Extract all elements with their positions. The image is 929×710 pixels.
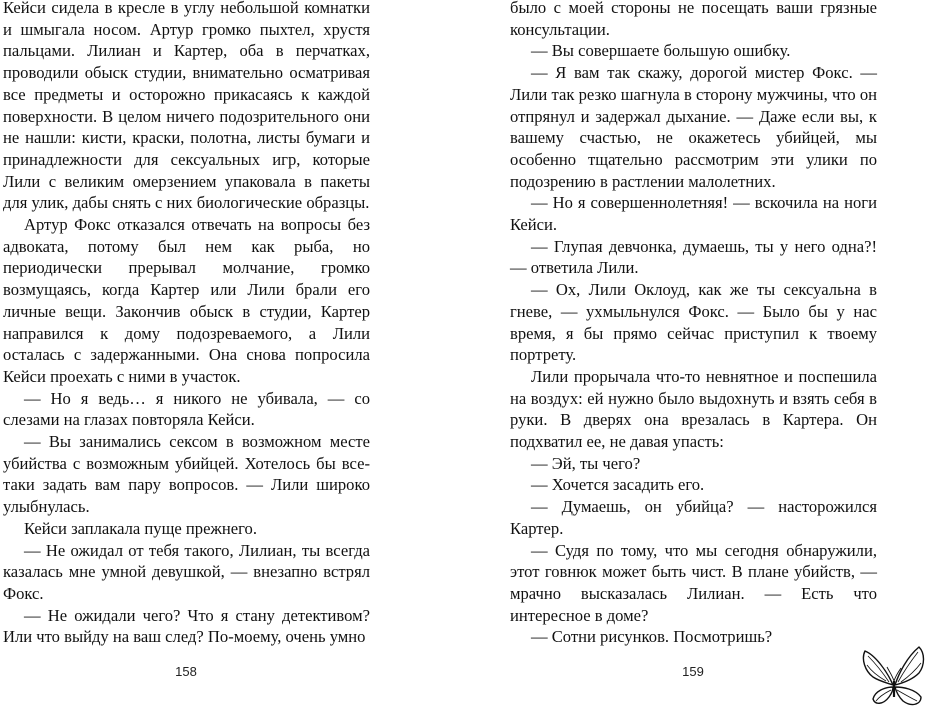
paragraph: — Не ожидал от тебя такого, Лилиан, ты всегда казалась мне умной девушкой, — внезапно встрял Фокс. <box>3 540 370 603</box>
paragraph: — Судя по тому, что мы сегодня обнаружили, этот говнюк может быть чист. В плане убийств, — мрачно высказалась Лилиан. — Есть что интересное в доме? <box>510 540 877 625</box>
paragraph: — Хочется засадить его. <box>531 475 705 495</box>
paragraph: — Не ожидали чего? Что я стану детективом? Или что выйду на ваш след? По-моему, очень умно <box>3 605 370 647</box>
paragraph: — Ох, Лили Оклоуд, как же ты сексуальна в гневе, — ухмыльнулся Фокс. — Было бы у нас время, я бы прямо сейчас приступил к твоему портрету. <box>510 280 877 365</box>
paragraph: — Вы совершаете большую ошибку. <box>531 41 791 61</box>
paragraph: — Вы занимались сексом в возможном месте убийства с возможным убийцей. Хотелось бы все-таки задать вам пару вопросов. — Лили широко улыбнулась. <box>3 432 370 517</box>
paragraph: — Но я совершеннолетняя! — вскочила на ноги Кейси. <box>510 193 877 235</box>
paragraph: — Но я ведь… я никого не убивала, — со слезами на глазах повторяла Кейси. <box>3 388 370 430</box>
paragraph: Лили прорычала что-то невнятное и поспешила на воздух: ей нужно было выдохнуть и взять себя в руки. В дверях она врезалась в Картера. Он подхватил ее, не давая упасть: <box>510 366 877 452</box>
right-page-text <box>510 0 877 648</box>
page-number-right: 159 <box>682 664 704 679</box>
paragraph: — Глупая девчонка, думаешь, ты у него одна?! — ответила Лили. <box>510 236 877 278</box>
butterfly-icon <box>859 645 929 710</box>
paragraph: — Думаешь, он убийца? — насторожился Картер. <box>510 497 877 538</box>
left-page-text <box>3 0 370 648</box>
paragraph: — Сотни рисунков. Посмотришь? <box>531 627 773 647</box>
page-number-left: 158 <box>175 664 197 679</box>
paragraph: — Я вам так скажу, дорогой мистер Фокс. — Лили так резко шагнула в сторону мужчины, что он отпрянул и задержал дыхание. — Даже если вы, к вашему счастью, не окажетесь убийцей, мы особенно тщательно рассмотрим эти улики по подозрению в растлении малолетних. <box>510 63 877 191</box>
paragraph: Кейси заплакала пуще прежнего. <box>24 518 257 538</box>
paragraph: Кейси сидела в кресле в углу небольшой комнатки и шмыгала носом. Артур громко пыхтел, хрустя пальцами. Лилиан и Картер, оба в перчатках, проводили обыск студии, внимательно осматривая все предметы и осторожно прикасаясь к каждой поверхности. В целом ничего подозрительного они не нашли: кисти, краски, полотна, листы бумаги и принадлежности для сексуальных игр, которые Лили с великим омерзением упаковала в пакеты для улик, дабы снять с них биологические образцы. <box>3 0 370 213</box>
left-page <box>0 0 372 710</box>
paragraph: — Эй, ты чего? <box>531 453 641 473</box>
right-page <box>507 0 879 710</box>
paragraph: Артур Фокс отказался отвечать на вопросы без адвоката, потому был нем как рыба, но периодически прерывал молчание, громко возмущаясь, когда Картер или Лили брали его личные вещи. Закончив обыск в студии, Картер направился к дому подозреваемого, а Лили осталась с задержанными. Она снова попросила Кейси проехать с ними в участок. <box>3 215 370 386</box>
paragraph: было с моей стороны не посещать ваши грязные консультации. <box>510 0 877 39</box>
